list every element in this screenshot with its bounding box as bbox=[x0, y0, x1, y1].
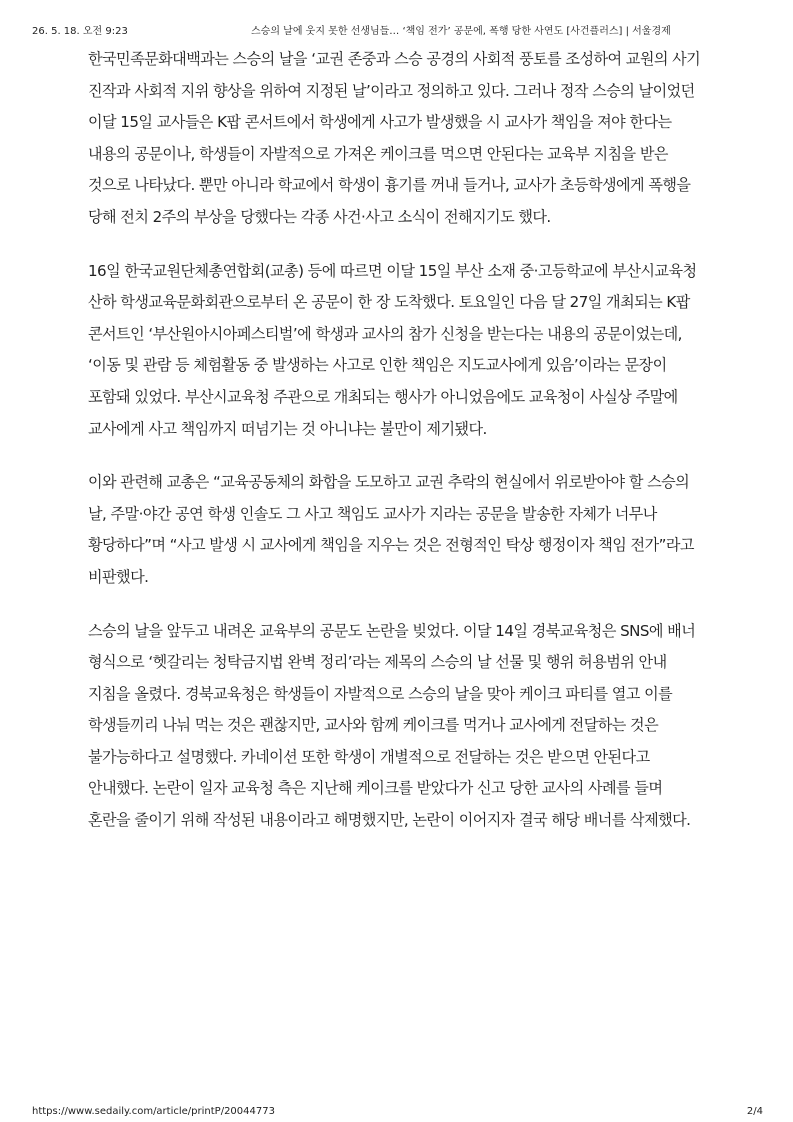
print-datetime: 26. 5. 18. 오전 9:23 bbox=[32, 26, 128, 37]
print-footer bbox=[0, 1106, 793, 1122]
page-number: 2/4 bbox=[746, 1106, 763, 1117]
article-url-link[interactable]: https://www.sedaily.com/article/printP/20044773 bbox=[32, 1106, 275, 1117]
article-paragraph: 스승의 날을 앞두고 내려온 교육부의 공문도 논란을 빚었다. 이달 14일 경북교육청은 SNS에 배너 형식으로 ‘헷갈리는 청탁금지법 완벽 정리’라는 제목의 스승의 날 선물 및 행위 허용범위 안내 지침을 올렸다. 경북교육청은 학생들이 자발적으로 스승의 날을 맞아 케이크 파티를 열고 이를 학생들끼리 나눠 먹는 것은 괜찮지만, 교사와 함께 케이크를 먹거나 교사에게 전달하는 것은 불가능하다고 설명했다. 카네이션 또한 학생이 개별적으로 전달하는 것은 받으면 안된다고 안내했다. 논란이 일자 교육청 측은 지난해 케이크를 받았다가 신고 당한 교사의 사례를 들며 혼란을 줄이기 위해 작성된 내용이라고 해명했지만, 논란이 이어지자 결국 해당 배너를 삭제했다. bbox=[88, 621, 696, 830]
article-paragraph: 16일 한국교원단체총연합회(교총) 등에 따르면 이달 15일 부산 소재 중·고등학교에 부산시교육청 산하 학생교육문화회관으로부터 온 공문이 한 장 도착했다. 토요일인 다음 달 27일 개최되는 K팝 콘서트인 ‘부산원아시아페스티벌’에 학생과 교사의 참가 신청을 받는다는 내용의 공문이었는데, ‘이동 및 관람 등 체험활동 중 발생하는 사고로 인한 책임은 지도교사에게 있음’이라는 문장이 포함돼 있었다. 부산시교육청 주관으로 개최되는 행사가 아니었음에도 교육청이 사실상 주말에 교사에게 사고 책임까지 떠넘기는 것 아니냐는 불만이 제기됐다. bbox=[88, 261, 697, 438]
print-page-title: 스승의 날에 웃지 못한 선생님들… ‘책임 전가’ 공문에, 폭행 당한 사연도 [사건플러스] | 서울경제 bbox=[251, 26, 671, 37]
print-header bbox=[0, 0, 793, 40]
article-paragraph: 이와 관련해 교총은 “교육공동체의 화합을 도모하고 교권 추락의 현실에서 위로받아야 할 스승의 날, 주말·야간 공연 학생 인솔도 그 사고 책임도 교사가 지라는 공문을 발송한 자체가 너무나 황당하다”며 “사고 발생 시 교사에게 책임을 지우는 것은 전형적인 탁상 행정이자 책임 전가”라고 비판했다. bbox=[88, 473, 694, 586]
article-paragraph: 한국민족문화대백과는 스승의 날을 ‘교권 존중과 스승 공경의 사회적 풍토를 조성하여 교원의 사기 진작과 사회적 지위 향상을 위하여 지정된 날’이라고 정의하고 있다. 그러나 정작 스승의 날이었던 이달 15일 교사들은 K팝 콘서트에서 학생에게 사고가 발생했을 시 교사가 책임을 져야 한다는 내용의 공문이나, 학생들이 자발적으로 가져온 케이크를 먹으면 안된다는 교육부 지침을 받은 것으로 나타났다. 뿐만 아니라 학교에서 학생이 흉기를 꺼내 들거나, 교사가 초등학생에게 폭행을 당해 전치 2주의 부상을 당했다는 각종 사건·사고 소식이 전해지기도 했다. bbox=[88, 50, 701, 226]
article-body bbox=[88, 44, 708, 859]
